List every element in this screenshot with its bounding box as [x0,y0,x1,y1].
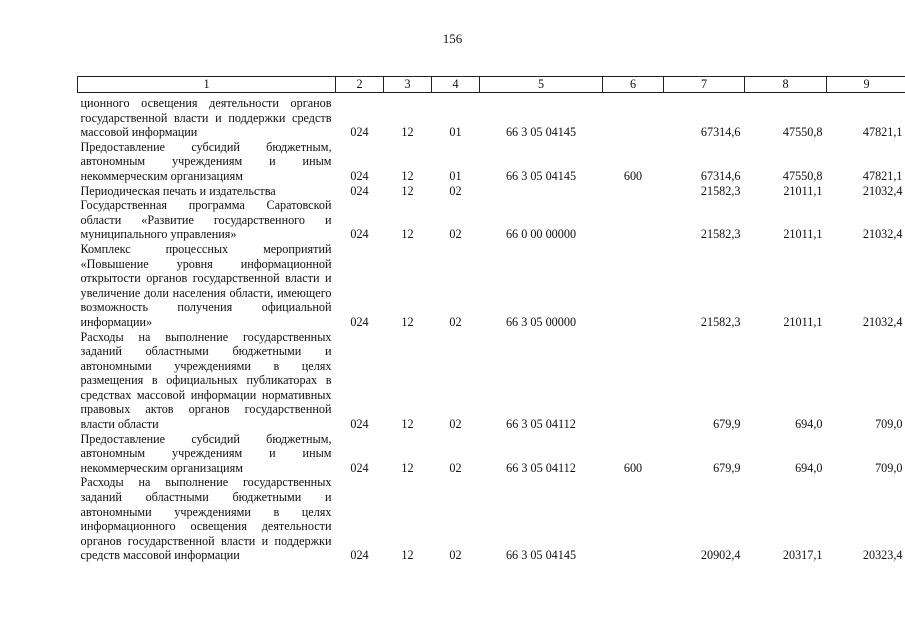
table-row [78,93,905,140]
amount-year-3: 20323,4 [862,548,903,563]
header-cell: 9 [827,77,905,93]
dept-code: 024 [350,125,369,140]
row-name: Предоставление субсидий бюджетным, автономным учреждениям и иным некоммерческим организациям [80,431,332,475]
amount-year-3: 21032,4 [862,183,903,198]
row-name: ционного освещения деятельности органов государственной власти и поддержки средств массовой информации [80,96,332,140]
header-cell: 7 [664,77,745,93]
amount-year-2: 694,0 [795,417,823,432]
dept-code: 024 [350,548,369,563]
dept-code: 024 [350,183,369,198]
subsection-code: 02 [449,460,462,475]
section-code: 12 [401,183,414,198]
target-article-code: 66 3 05 04112 [506,417,576,432]
row-name: Периодическая печать и издательства [80,183,276,198]
amount-year-3: 709,0 [875,460,903,475]
subsection-code: 01 [449,168,462,183]
expense-type-code [603,198,664,242]
expense-type-code: 600 [623,460,643,475]
amount-year-2: 21011,1 [783,314,823,329]
target-article-code: 66 0 00 00000 [505,227,577,242]
section-code: 12 [401,548,414,563]
amount-year-2: 47550,8 [782,125,823,140]
amount-year-2: 21011,1 [783,183,823,198]
amount-year-2: 20317,1 [782,548,823,563]
amount-year-1: 21582,3 [700,314,741,329]
section-code: 12 [401,168,414,183]
table-row [78,432,905,476]
amount-year-1: 679,9 [713,460,741,475]
row-name: Предоставление субсидий бюджетным, автономным учреждениям и иным некоммерческим организациям [80,139,332,183]
table-row [78,198,905,242]
target-article-code: 66 3 05 00000 [505,314,577,329]
target-article-code: 66 3 05 04112 [506,460,576,475]
header-cell: 8 [745,77,827,93]
amount-year-1: 20902,4 [700,548,741,563]
dept-code: 024 [350,417,369,432]
row-name: Государственная программа Саратовской области «Развитие государственного и муниципального управления» [80,198,332,242]
amount-year-1: 21582,3 [700,183,741,198]
row-name: Расходы на выполнение государственных заданий областными бюджетными и автономными учреждениями в целях информационного освещения деятельности органов государственной власти и поддержки средств массовой информации [80,475,332,563]
section-code: 12 [401,314,414,329]
target-article-code: 66 3 05 04145 [505,168,577,183]
expense-type-code [603,93,664,140]
page-number: 156 [442,31,463,46]
expense-type-code [603,184,664,199]
amount-year-2: 694,0 [795,460,823,475]
header-cell: 5 [480,77,603,93]
table-row [78,330,905,432]
amount-year-1: 21582,3 [700,227,741,242]
table-row [78,140,905,184]
amount-year-2: 47550,8 [782,168,823,183]
header-cell: 4 [432,77,480,93]
target-article-code: 66 3 05 04145 [505,548,577,563]
amount-year-3: 709,0 [875,417,903,432]
subsection-code: 01 [449,125,462,140]
amount-year-1: 67314,6 [700,125,741,140]
amount-year-3: 47821,1 [862,168,903,183]
amount-year-1: 679,9 [713,417,741,432]
amount-year-3: 21032,4 [862,314,903,329]
row-name: Расходы на выполнение государственных заданий областными бюджетными и автономными учреждениями в целях размещения в официальных публикаторах в средствах массовой информации нормативных правовых актов органов государственной власти области [80,329,332,432]
subsection-code: 02 [449,417,462,432]
dept-code: 024 [350,314,369,329]
amount-year-2: 21011,1 [783,227,823,242]
header-cell: 3 [384,77,432,93]
expense-type-code: 600 [623,168,643,183]
section-code: 12 [401,125,414,140]
row-name: Комплекс процессных мероприятий «Повышение уровня информационной открытости органов государственной власти и увеличение доли населения области, имеющего возможность получения официальной информации» [80,241,332,329]
section-code: 12 [401,417,414,432]
header-cell: 2 [336,77,384,93]
subsection-code: 02 [449,227,462,242]
expense-type-code [603,242,664,330]
expense-type-code [603,475,664,563]
dept-code: 024 [350,168,369,183]
table-row [78,242,905,330]
dept-code: 024 [350,227,369,242]
expense-type-code [603,330,664,432]
section-code: 12 [401,227,414,242]
budget-table [77,76,905,563]
target-article-code [480,184,603,199]
header-row [78,77,905,93]
table-row [78,475,905,563]
section-code: 12 [401,460,414,475]
dept-code: 024 [350,460,369,475]
amount-year-3: 21032,4 [862,227,903,242]
table-row [78,184,905,199]
subsection-code: 02 [449,314,462,329]
subsection-code: 02 [449,183,462,198]
target-article-code: 66 3 05 04145 [505,125,577,140]
amount-year-3: 47821,1 [862,125,903,140]
subsection-code: 02 [449,548,462,563]
header-cell: 1 [78,77,336,93]
header-cell: 6 [603,77,664,93]
amount-year-1: 67314,6 [700,168,741,183]
